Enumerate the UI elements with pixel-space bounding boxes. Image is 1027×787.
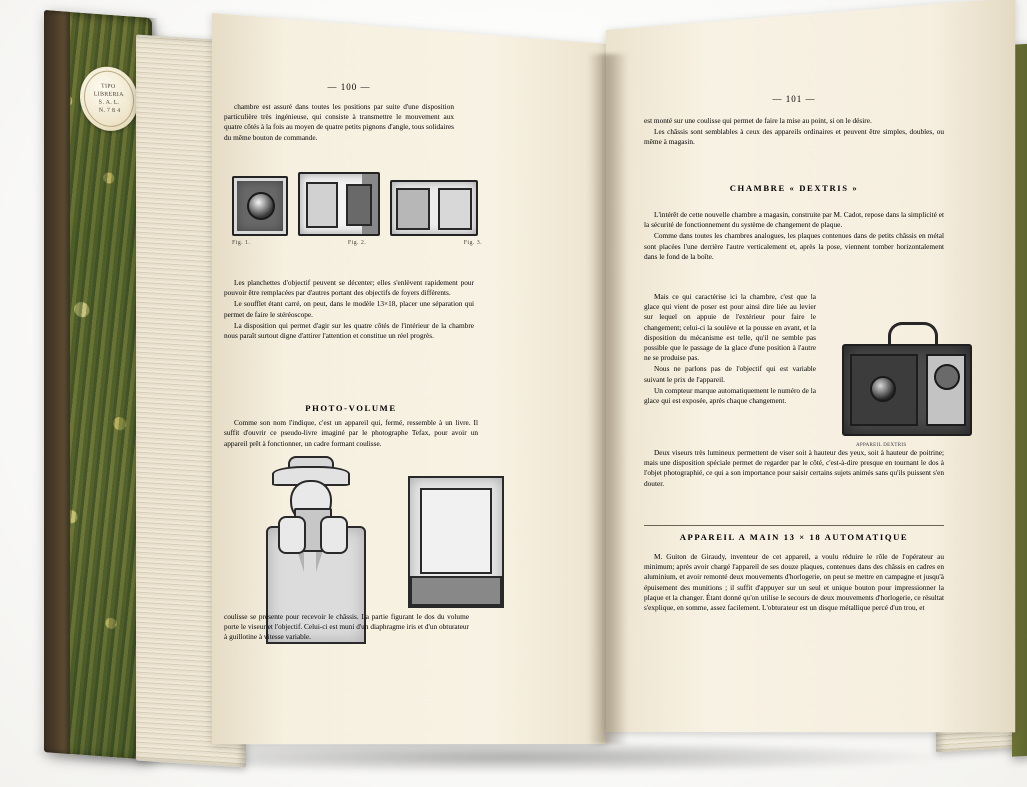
page-right-paragraph-block-3 [644, 448, 944, 490]
paragraph: Mais ce qui caractérise ici la chambre, c'est que la glace qui vient de poser est pour ainsi dire liée au levier sur lequel on appuie de l'extérieur pour faire le changement; celui-ci la soulève et la pousse en avant, et la disposition du mécanisme est telle, qu'il ne semble pas possible que le passage de la glace d'une position à l'autre ne se produise pas. [644, 292, 816, 363]
page-right-folio: — 101 — [772, 94, 816, 104]
figure-plate-holder [408, 476, 504, 608]
figure-camera-1 [232, 176, 288, 236]
page-right-section-dextris [644, 176, 944, 198]
bookplate-line-2: LIBRERIA [93, 91, 124, 99]
bookplate-line-3: S. A. L. [98, 99, 120, 107]
book-gutter [588, 54, 628, 744]
camera-side-panel [926, 354, 966, 426]
page-right-paragraph-block-4 [644, 552, 944, 614]
paragraph: Comme son nom l'indique, c'est un appareil qui, fermé, ressemble à un livre. Il suffit d'ouvrir ce pseudo-livre imaginé par le photographe Tefax, pour avoir un appareil prêt à fonctionner, un cadre formant coulisse. [224, 418, 478, 448]
paragraph: chambre est assuré dans toutes les positions par suite d'une disposition particulière très ingénieuse, qui consiste à transmettre le mouvement aux quatre côtés à la fois au moyen de quatre petits pignons d'angle, tous solidaires du même bouton de commande. [224, 102, 454, 142]
paragraph: Deux viseurs très lumineux permettent de viser soit à hauteur des yeux, soit à hauteur de poitrine; mais une disposition spéciale permet de regarder par le côté, c'est-à-dire presque en tournant le dos à l'objet photographié, ce qui a son importance pour saisir certains sujets animés sans qu'ils puissent s'en douter. [644, 448, 944, 488]
plate-base [410, 576, 502, 606]
paragraph: La disposition qui permet d'agir sur les quatre côtés de l'intérieur de la chambre nous paraît surtout digne d'attirer l'attention et constitue un réel progrès. [224, 320, 474, 341]
page-right-section-appareil [644, 518, 944, 547]
bookplate-line-1: TIPO [100, 83, 116, 90]
text-block [136, 24, 1016, 772]
figure-captions [232, 240, 482, 246]
book-spine [44, 10, 70, 754]
paragraph: Un compteur marque automatiquement le numéro de la glace qui est exposée, après chaque changement. [644, 385, 816, 406]
paragraph: Les châssis sont semblables à ceux des appareils ordinaires et peuvent être simples, doubles, ou même à magasin. [644, 127, 944, 147]
bookplate-line-4: N. 7 8 4 [98, 107, 121, 115]
page-left-section [224, 396, 478, 450]
page-left-paragraph-block-4 [224, 612, 469, 644]
bookplate-ring [83, 70, 136, 127]
figure-caption-3: Fig. 3. [463, 240, 482, 246]
figure-caption-dextris: APPAREIL DEXTRIS [856, 443, 907, 448]
figure-camera-3 [390, 180, 478, 236]
page-right-paragraph-block-2a [644, 210, 944, 263]
bookplate-label [78, 66, 139, 131]
hand-right [320, 516, 348, 554]
figure-caption-2: Fig. 2. [347, 240, 367, 246]
paragraph: coulisse se présente pour recevoir le châssis. La partie figurant le dos du volume porte le viseur et l'objectif. Celui-ci est muni d'un diaphragme iris et d'un obturateur à guillotine à vitesse variable. [224, 612, 469, 642]
paragraph: Le soufflet étant carré, on peut, dans le modèle 13×18, placer une séparation qui permet de faire le stéréoscope. [224, 299, 474, 319]
figure-camera-2 [298, 172, 380, 236]
figure-dextris-camera [836, 320, 976, 448]
page-right-paragraph-block-1 [644, 116, 944, 149]
camera-lens [870, 376, 896, 402]
paragraph: Les planchettes d'objectif peuvent se décenter; elles s'enlèvent rapidement pour pouvoir être remplacées par d'autres portant des objectifs de foyers différents. [224, 278, 474, 298]
section-title-photo-volume: PHOTO-VOLUME [305, 403, 397, 413]
page-left-paragraph-1 [224, 102, 454, 144]
figure-caption-1: Fig. 1. [232, 240, 251, 246]
section-title-chambre-dextris: CHAMBRE « DEXTRIS » [729, 183, 859, 193]
section-title-appareil-automatique: APPAREIL A MAIN 13 × 18 AUTOMATIQUE [644, 525, 944, 542]
open-book [40, 8, 1000, 780]
paragraph: Comme dans toutes les chambres analogues, les plaques contenues dans de petits châssis en métal sont placées l'une derrière l'autre verticalement et, après la pose, viennent tomber horizontalement dans le fond de la boîte. [644, 231, 944, 261]
figure-group-cameras [232, 146, 482, 236]
paragraph: L'intérêt de cette nouvelle chambre a magasin, construite par M. Cadot, repose dans la simplicité et la sécurité de fonctionnement du système de changement de plaque. [644, 210, 944, 230]
page-left-folio: — 100 — [327, 82, 371, 92]
paragraph: est monté sur une coulisse qui permet de faire la mise au point, si on le désire. [644, 116, 872, 125]
paragraph: Nous ne parlons pas de l'objectif qui est variable suivant le prix de l'appareil. [644, 364, 816, 384]
paragraph: M. Guiton de Giraudy, inventeur de cet appareil, a voulu réduire le rôle de l'opérateur au minimum; après avoir chargé l'appareil de ses douze plaques, contenues dans des châssis en cadres en aluminium, et avoir remonté deux mouvements d'horlogerie, on peut se mettre en campagne et jusqu'à épuisement des munitions ; il suffit d'appuyer sur un seul et unique bouton pour impressionner la plaque et la changer. Étant donné qu'on utilise le secours de deux mouvements d'horlogerie, ce résultat s'explique, en somme, assez facilement. L'obturateur est un disque métallique percé d'un trou, et [644, 552, 944, 613]
hand-left [278, 516, 306, 554]
page-left-paragraph-block-2 [224, 278, 474, 342]
page-right-paragraph-block-2b [644, 292, 816, 407]
plate-frame-inner [420, 488, 492, 574]
